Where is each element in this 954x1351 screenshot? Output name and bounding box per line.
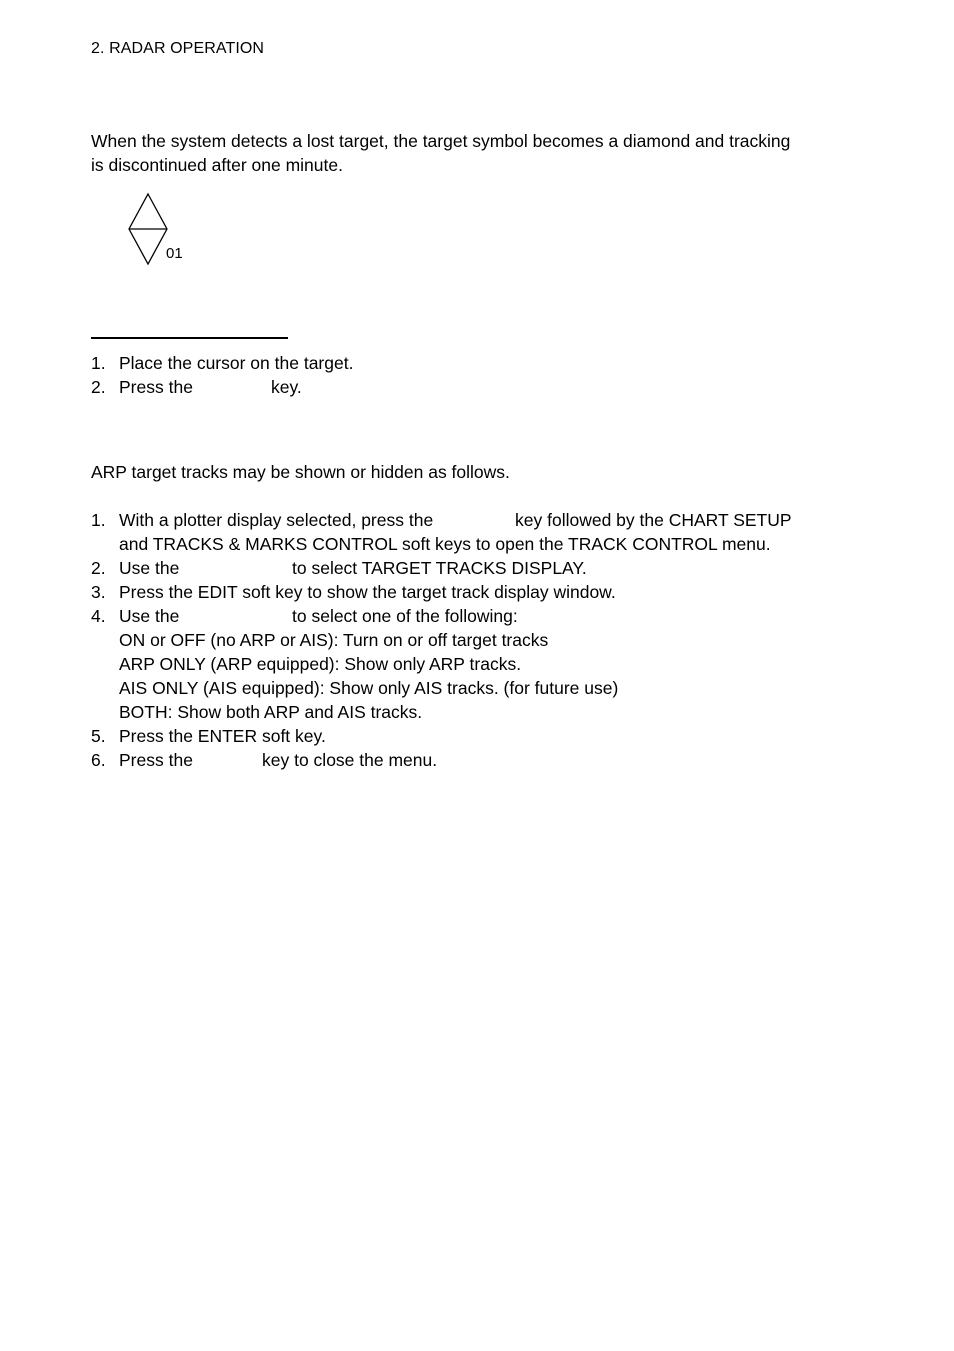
target-number-label: 01 [166, 245, 183, 262]
step-text: to select TARGET TRACKS DISPLAY. [292, 558, 587, 578]
step-text: Use the [119, 558, 180, 578]
option-text: BOTH: Show both ARP and AIS tracks. [119, 702, 423, 722]
step-text: key. [271, 377, 302, 397]
step-number: 1. [91, 353, 106, 373]
step-number: 6. [91, 750, 106, 770]
step-number: 3. [91, 582, 106, 602]
diamond-icon [126, 192, 196, 268]
option-text: ARP ONLY (ARP equipped): Show only ARP tracks. [119, 654, 522, 674]
step-text: key followed by the CHART SETUP [515, 510, 792, 530]
step-text: Press the EDIT soft key to show the target track display window. [119, 582, 616, 602]
section-divider [91, 337, 288, 339]
step-number: 2. [91, 377, 106, 397]
step-text: Press the ENTER soft key. [119, 726, 326, 746]
lost-target-symbol [126, 192, 196, 268]
step-text: Place the cursor on the target. [119, 353, 354, 373]
step-text: to select one of the following: [292, 606, 518, 626]
step-text: key to close the menu. [262, 750, 438, 770]
step-text: Press the [119, 377, 193, 397]
running-header: 2. RADAR OPERATION [91, 40, 265, 57]
step-text: Use the [119, 606, 180, 626]
step-number: 1. [91, 510, 106, 530]
step-text: and TRACKS & MARKS CONTROL soft keys to open the TRACK CONTROL menu. [119, 534, 771, 554]
step-number: 2. [91, 558, 106, 578]
tracks-intro: ARP target tracks may be shown or hidden as follows. [91, 462, 510, 482]
option-text: ON or OFF (no ARP or AIS): Turn on or off target tracks [119, 630, 549, 650]
step-text: With a plotter display selected, press the [119, 510, 434, 530]
step-number: 4. [91, 606, 106, 626]
step-text: Press the [119, 750, 193, 770]
lost-target-intro-line1: When the system detects a lost target, the target symbol becomes a diamond and tracking [91, 131, 791, 151]
option-text: AIS ONLY (AIS equipped): Show only AIS tracks. (for future use) [119, 678, 619, 698]
lost-target-intro-line2: is discontinued after one minute. [91, 155, 343, 175]
step-number: 5. [91, 726, 106, 746]
